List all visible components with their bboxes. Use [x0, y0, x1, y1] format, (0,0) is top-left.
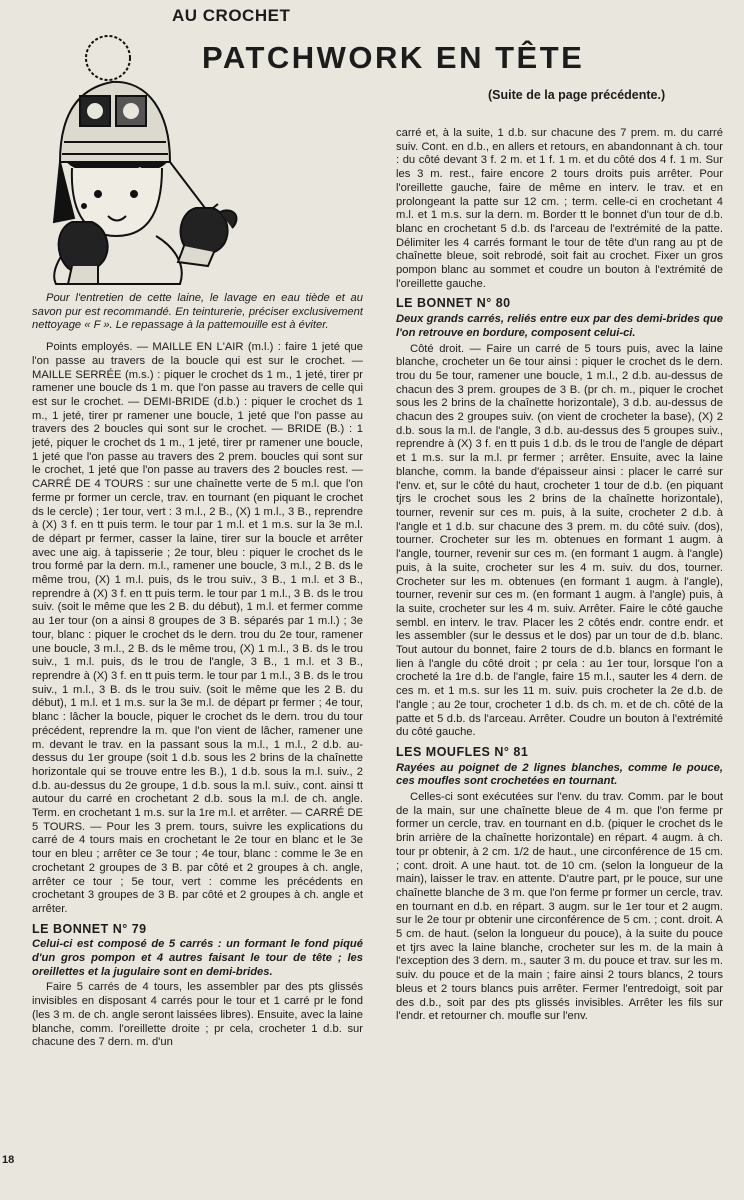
- right-column: [396, 127, 723, 1177]
- moufles-81-text: Celles-ci sont exécutées sur l'env. du trav. Comm. par le bout de la main, sur une chaînette bleue de 4 m. que l'on ferme pr former un cercle, trav. en tournant en d.b. (piquer le crochet ds le brin arrière de la chaînette horizontale) en répart. 4 augm. à ch. tour pr obtenir, à 2 cm. 1/2 de haut., une circonférence de 15 cm. ; cont. droit. A une haut. tot. de 10 cm. (selon la longueur de la main), laisser le trav. en attente. D'autre part, pr le pouce, sur une chaînette blanche de 3 m. que l'on ferme pr former un cercle, trav. en tournant en d.b. en répart. 3 augm. sur le 1er tour et 2 augm. sur le 2e tour pr obtenir une circonférence de 5 cm. ; cont. droit. A 5 cm. de haut. (selon la longueur du pouce), à la suite du pouce et tjrs avec la laine blanche, crocheter sur les m. de la main à l'exception des 3 dern. m., sauter 3 m. du pouce et trav. sur les m. suiv. du pouce et de la main ; faire ainsi 2 tours blancs, 2 tours bleus et 2 tours blancs puis arrêter. Fermer l'entredoigt, soit par des d.b., soit par des pts glissés invisibles. Arrêter les fils sur l'endr. et retourner ch. moufle sur l'env.: [396, 791, 723, 1023]
- moufles-81-heading: LES MOUFLES N° 81: [396, 744, 529, 759]
- child-with-pompom-hat-and-mittens-icon: [20, 22, 270, 290]
- left-column: [32, 292, 363, 1170]
- care-instructions: Pour l'entretien de cette laine, le lavage en eau tiède et au savon pur est recommandé. En teinturerie, préciser exclusivement nettoyage « F ». Le repassage à la pattemouille est à éviter.: [32, 292, 363, 332]
- continued-note: (Suite de la page précédente.): [488, 88, 666, 102]
- bonnet-79-heading: LE BONNET N° 79: [32, 921, 147, 936]
- stitches-used: Points employés. — MAILLE EN L'AIR (m.l.) : faire 1 jeté que l'on passe au travers de la boucle qui est sur le crochet. — MAILLE SERRÉE (m.s.) : piquer le crochet ds 1 m., 1 jeté, tirer pr ramener une boucle ds 1 m. que l'on passe au travers de celle qui est sur le crochet. — DEMI-BRIDE (d.b.) : piquer le crochet ds 1 m., 1 jeté, tirer pr ramener une boucle, 1 jeté que l'on passe au travers des 2 boucles qui sont sur le crochet. — BRIDE (B.) : 1 jeté, piquer le crochet ds 1 m., 1 jeté, tirer pr ramener une boucle, 1 jeté que l'on passe au travers des 2 prem. boucles qui sont sur le crochet, 1 jeté que l'on passe au travers des 2 boucles rest. — CARRÉ DE 4 TOURS : sur une chaînette verte de 5 m.l. que l'on ferme pr former un cercle, trav. en tournant (en piquant le crochet ds le cercle) ; 1er tour, vert : 3 m.l., 2 B., (X) 1 m.l., 3 B., reprendre à (X) 3 f. en tt puis term. le tour par 1 m.l. et 1 m.s. sur la 3e m.l. de départ pr fermer, casser la laine, tirer sur la boucle et arrêter avec une aig. à tapisserie ; 2e tour, bleu : piquer le crochet ds le trou formé par la dern. m.l., ramener une boucle, 3 m.l., 2 B. ds le même trou, (X) 1 m.l. puis, ds le trou suiv., 3 B., 1 m.l. et 3 B., reprendre à (X) 3 f. en tt puis term. le tour par 1 m.l., 3 B. ds le trou suiv. (soit le même que les 2 B. du début), 1 m.l. et fermer comme au 1er tour (on a ainsi 8 groupes de 3 B. séparés par 1 m.l.) ; 3e tour, blanc : piquer le crochet ds le dern. trou du 2e tour, ramener une boucle, 3 m.l., 2 B. ds le même trou, (X) 1 m.l., 3 B. ds le trou suiv., 1 m.l. puis, ds le trou de l'angle, 3 B., 1 m.l. et 3 B., reprendre à (X) 3 f. en tt puis term. le tour par 1 m.l., 3 B. ds le trou suiv., 1 m.l., 3 B. ds le trou suiv. (soit le même que les 2 B. du début), 1 m.l. et 1 m.s. sur la 3e m.l. de départ pr fermer ; 4e tour, blanc : lâcher la boucle, piquer le crochet ds le dern. trou du tour précédent, reprendre la m. que l'on vient de lâcher, ramener une m. devant le trav. en la passant sous la m.l., 1 m.l., 2 d.b. au-dessus du 1er groupe (soit 1 d.b. sous les 2 brins de la chaînette horizontale qui se trouve entre les B.), 1 d.b. sous la m.l. suiv., 2 d.b. au-dessus du 2e groupe, 1 d.b. sous la m.l. suiv., cont. ainsi tt autour du carré en crochetant 2 d.b. sous la m.l. de ch. angle. Term. en crochetant 1 m.s. sur la 1re m.l. et arrêter. — CARRÉ DE 5 TOURS. — Pour les 3 prem. tours, suivre les explications du carré de 4 tours mais en crochetant le 2e tour en blanc et le 3e tour en bleu ; arrêter ce 3e tour ; 4e tour, blanc : comme le 3e en crochetant 2 groupes de 3 B. par côté et 2 groupes à ch. angle, arrêter ce tour ; 5e tour, vert : comme les précédents en crochetant 3 groupes de 3 B. par côté et 2 groupes à ch. angle et arrêter.: [32, 341, 363, 915]
- bonnet-79-lead: Celui-ci est composé de 5 carrés : un formant le fond piqué d'un gros pompon et 4 autres faisant le tour de tête ; les oreillettes et la jugulaire sont en demi-brides.: [32, 938, 363, 978]
- page-title: PATCHWORK EN TÊTE: [202, 40, 585, 75]
- bonnet-79-continuation: carré et, à la suite, 1 d.b. sur chacune des 7 prem. m. du carré suiv. Cont. en d.b., en allers et retours, en abandonnant à ch. tour : du côté devant 3 f. 2 m. et 1 f. 1 m. et du côté dos 4 f. 1 m. Sur les 3 m. rest., faire encore 2 tours droits puis arrêter. Pour l'oreillette gauche, faire de même en interv. le trav. et en prolongeant la patte sur 12 cm. ; term. celle-ci en crochetant 4 m.l. et 1 m.s. sur la dern. m. Border tt le bonnet d'un tour de d.b. blanc en crochetant 5 d.b. ds l'arceau de l'extrémité de la patte. Délimiter les 4 carrés formant le tour de tête d'un rang au pt de chaînette bleue, soit rebrodé, soit fait au crochet. Fixer un gros pompon blanc au sommet et coudre un bouton à l'extrémité de l'oreillette gauche.: [396, 127, 723, 290]
- bonnet-80-heading: LE BONNET N° 80: [396, 296, 511, 311]
- page-number: 18: [2, 1154, 15, 1166]
- bonnet-80-text: Côté droit. — Faire un carré de 5 tours puis, avec la laine blanche, crocheter un 6e tour ainsi : piquer le crochet ds le dern. trou du 5e tour, ramener une boucle, 1 m.l., 2 d.b. au-dessus de chacun des 3 prem. groupes de 3 B. (pr ch. m., piquer le crochet sous les 2 brins de la chaînette horizontale), 3 d.b. au-dessus de chacun des 2 groupes suiv. (on vient de crocheter la base), (X) 2 d.b. sous la m.l. de l'angle, 3 d.b. au-dessus des 5 groupes suiv., reprendre à (X) 3 f. en tt puis 1 d.b. ds le trou de l'angle de départ et 1 m.s. sur la m.l. pr fermer ; arrêter. Ensuite, avec la laine blanche, comm. la bande d'épaisseur ainsi : placer le carré sur l'env. et, sur le côté du haut, crocheter 1 tour de d.b. (en piquant tjrs le crochet sous les 2 brins de la chaînette horizontale), tourner, revenir sur ces m. puis, à la suite, crocheter 2 d.b. à l'angle et 1 d.b. sur chacune des 3 prem. m. du côté suiv. (dos), tourner. Crocheter sur les m. obtenues en formant 1 augm. à l'angle, tourner, revenir sur ces m. (en formant 1 augm. à l'angle) puis, à la suite, crocheter sur les 4 m. suiv. du dos, tourner. Crocheter sur les m. obtenues (en formant 1 augm. à l'angle), tourner, revenir sur ces m. (en formant 1 augm. à l'angle) puis, à la suite, crocheter sur les 4 m. suiv. Arrêter. Faire le côté gauche sembl. en interv. le trav. Placer les 2 côtés endr. contre endr. et les assembler (sur le dessus et le dos) par un tour de d.b. blanc. Tout autour du bonnet, faire 2 tours de d.b. blancs en formant le lien à l'angle du côté droit ; pr cela : au 1er tour, lorsque l'on a crocheté la 1re d.b. de l'angle, faire 15 m.l., sauter les 4 dern. de ces m. et 1 m.s. sur les 11 m. suiv. puis crocheter la 2e d.b. de l'angle ; au 2e tour, crocheter 1 d.b. ds ch. m. et de ch. côté de la patte et 5 d.b. ds l'arceau. Arrêter. Coudre un bouton à l'extrémité du côté gauche.: [396, 342, 723, 739]
- moufles-81-lead: Rayées au poignet de 2 lignes blanches, comme le pouce, ces moufles sont crochetées en tournant.: [396, 761, 723, 788]
- bonnet-79-text: Faire 5 carrés de 4 tours, les assembler par des pts glissés invisibles en disposant 4 carrés pour le tour et 1 carré pr le fond (les 3 m. de ch. angle seront laissées libres). Ensuite, avec la laine blanche, comm. l'oreillette droite ; pr cela, crocheter 1 d.b. sur chacune des 7 dern. m. d'un: [32, 981, 363, 1049]
- section-kicker: AU CROCHET: [172, 6, 291, 25]
- bonnet-80-lead: Deux grands carrés, reliés entre eux par des demi-brides que l'on retrouve en bordure, composent celui-ci.: [396, 313, 723, 339]
